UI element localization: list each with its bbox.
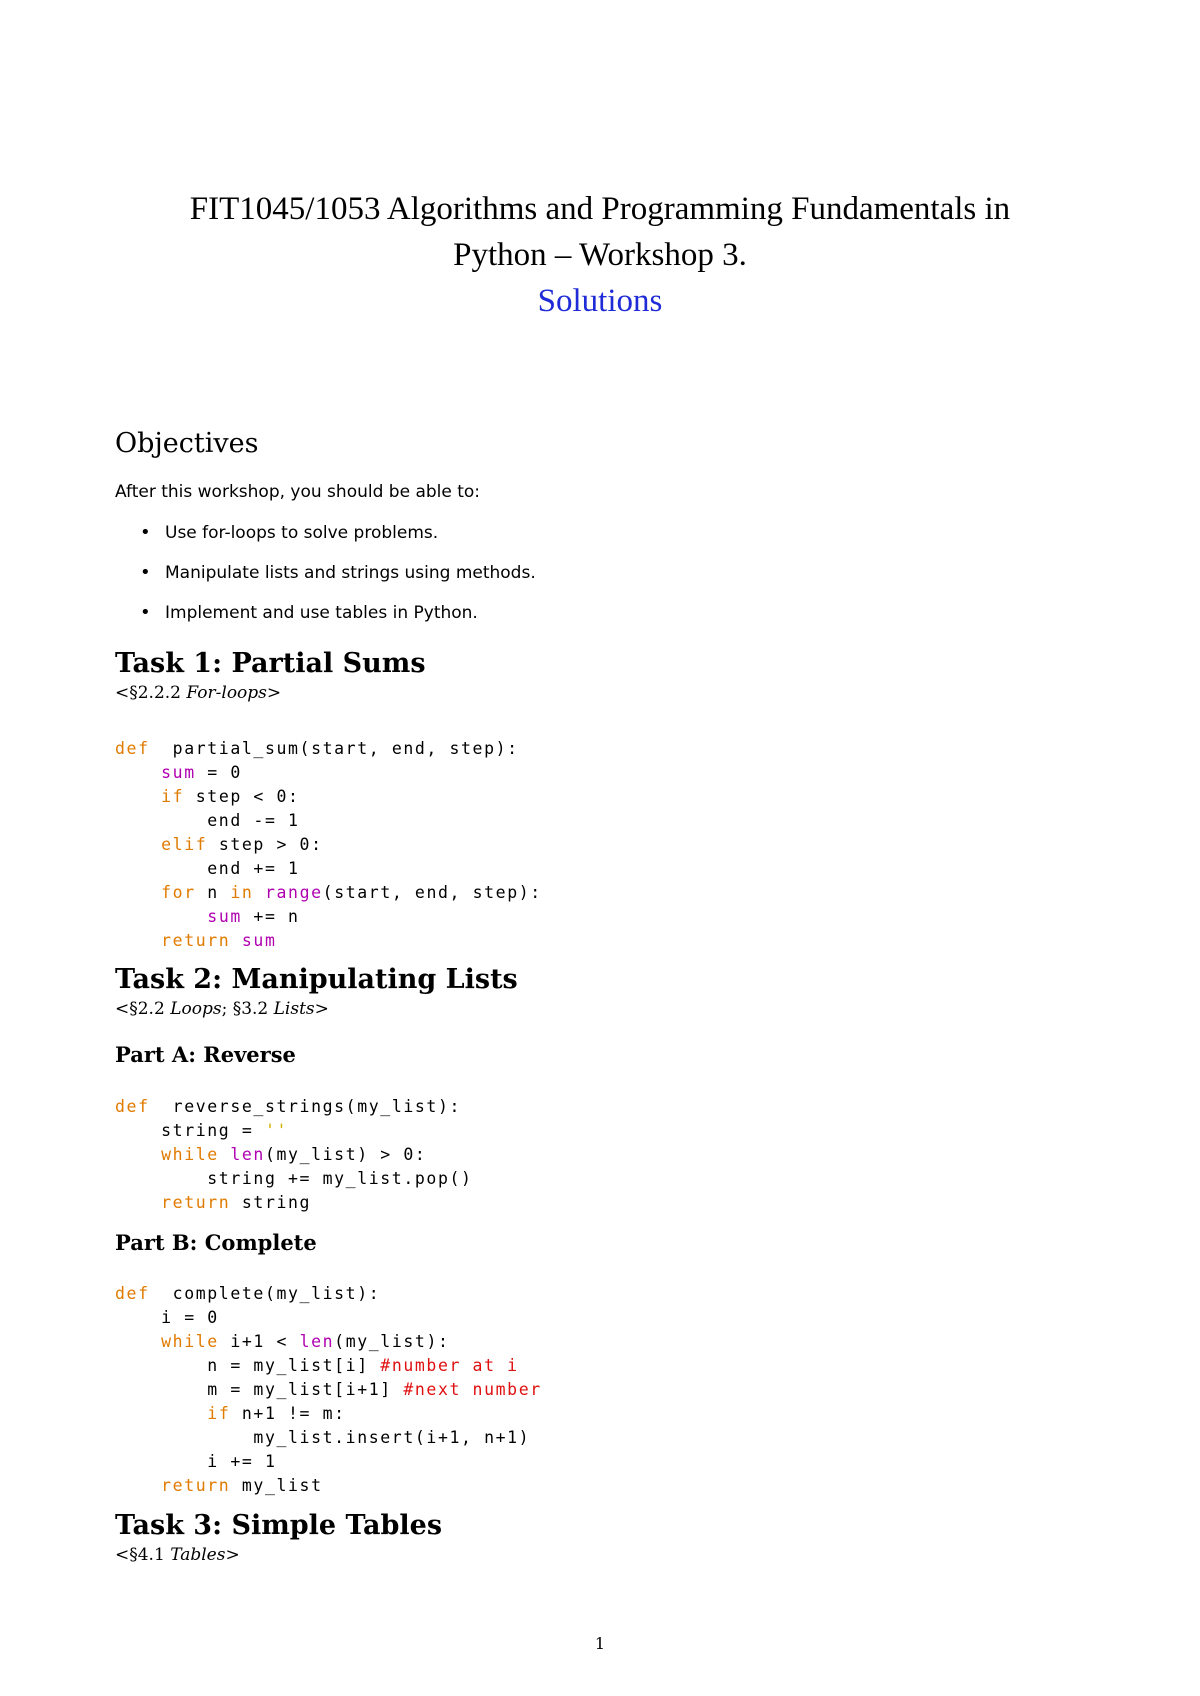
task2-reference: <§2.2 Loops; §3.2 Lists>: [115, 999, 329, 1019]
code-line: sum = 0: [161, 763, 242, 782]
code-line: n = my_list[i] #number at i: [115, 1356, 519, 1375]
title-solutions: Solutions: [537, 283, 663, 319]
part-a-heading: Part A: Reverse: [115, 1042, 296, 1067]
code-line: for n in range(start, end, step):: [161, 883, 542, 902]
code-line: i = 0: [115, 1308, 219, 1327]
code-line: while len(my_list) > 0:: [161, 1145, 427, 1164]
code-line: my_list.insert(i+1, n+1): [115, 1428, 531, 1447]
objectives-intro: After this workshop, you should be able to:: [115, 482, 481, 502]
part-b-heading: Part B: Complete: [115, 1230, 317, 1255]
code-line: return my_list: [161, 1476, 323, 1495]
code-line: m = my_list[i+1] #next number: [115, 1380, 542, 1399]
code-line: def reverse_strings(my_list):: [115, 1097, 462, 1116]
task3-reference: <§4.1 Tables>: [115, 1545, 240, 1565]
title-line-2: Python – Workshop 3.: [453, 237, 747, 273]
task3-heading: Task 3: Simple Tables: [115, 1510, 443, 1541]
page-number: 1: [594, 1634, 606, 1653]
code-line: elif step > 0:: [161, 835, 323, 854]
task1-heading: Task 1: Partial Sums: [115, 648, 426, 679]
code-line: if step < 0:: [161, 787, 300, 806]
code-line: while i+1 < len(my_list):: [161, 1332, 450, 1351]
objective-item: • Use for-loops to solve problems.: [115, 522, 536, 562]
task2-heading: Task 2: Manipulating Lists: [115, 964, 518, 995]
objective-item: • Implement and use tables in Python.: [115, 602, 536, 642]
code-line: def partial_sum(start, end, step):: [115, 739, 519, 758]
code-line: end -= 1: [115, 811, 300, 830]
document-title: [0, 186, 1200, 324]
objectives-list: [115, 522, 536, 642]
code-line: string = '': [115, 1121, 289, 1140]
part-b-code-block: [115, 1282, 542, 1498]
code-line: if n+1 != m:: [207, 1404, 346, 1423]
code-line: return string: [161, 1193, 312, 1212]
task1-code-block: [115, 737, 542, 953]
code-line: string += my_list.pop(): [115, 1169, 473, 1188]
objective-item: • Manipulate lists and strings using methods.: [115, 562, 536, 602]
code-line: def complete(my_list):: [115, 1284, 381, 1303]
objectives-heading: Objectives: [115, 428, 259, 459]
code-line: i += 1: [115, 1452, 277, 1471]
task1-reference: <§2.2.2 For-loops>: [115, 683, 282, 703]
code-line: return sum: [161, 931, 277, 950]
code-line: end += 1: [115, 859, 300, 878]
code-line: sum += n: [207, 907, 300, 926]
title-line-1: FIT1045/1053 Algorithms and Programming Fundamentals in: [189, 191, 1011, 227]
part-a-code-block: [115, 1095, 473, 1215]
